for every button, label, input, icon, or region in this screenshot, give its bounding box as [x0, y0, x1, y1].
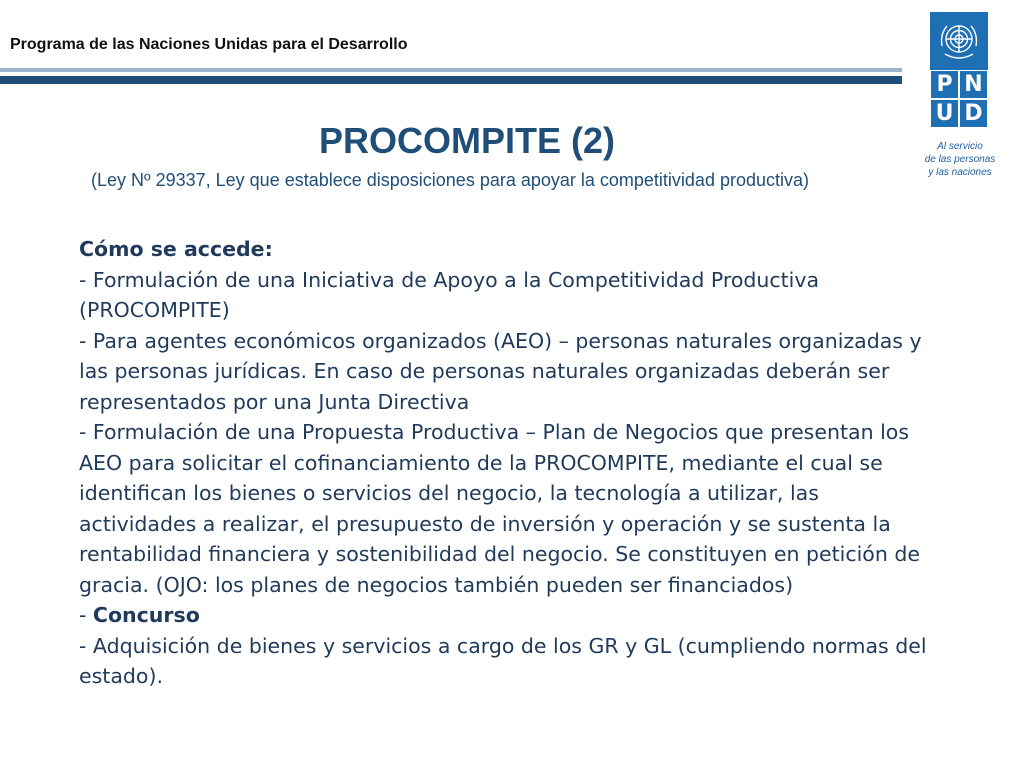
slide-subtitle: (Ley Nº 29337, Ley que establece disposiciones para apoyar la competitividad productiva) — [91, 170, 809, 190]
logo-letter: U — [930, 99, 959, 128]
undp-letters — [930, 70, 988, 128]
bullet-item: - Formulación de una Iniciativa de Apoyo a la Competitividad Productiva (PROCOMPITE) — [79, 267, 820, 322]
org-name-header: Programa de las Naciones Unidas para el Desarrollo — [10, 36, 408, 53]
logo-letter: D — [959, 99, 988, 128]
tagline-line: y las naciones — [928, 167, 992, 178]
tagline-line: Al servicio — [937, 141, 983, 152]
header-rule — [0, 68, 902, 84]
header-rule-light — [0, 68, 902, 72]
tagline-line: de las personas — [924, 154, 996, 165]
un-emblem-icon — [930, 12, 988, 70]
bullet-item: - Formulación de una Propuesta Productiva – Plan de Negocios que presentan los AEO para solicitar el cofinanciamiento de la PROCOMPITE, mediante el cual se identifican los bienes o servicios del negocio, la tecnología a utilizar, las actividades a realizar, el presupuesto de inversión y operación y se sustenta la rentabilidad financiera y sostenibilidad del negocio. Se constituyen en petición de gracia. (OJO: los planes de negocios también pueden ser financiados) — [79, 420, 920, 597]
undp-logo — [930, 12, 988, 128]
bullet-item: - Para agentes económicos organizados (AEO) – personas naturales organizadas y las personas jurídicas. En caso de personas naturales organizadas deberán ser representados por una Junta Directiva — [79, 328, 922, 414]
bullet-item-concurso — [79, 600, 935, 631]
header-rule-dark — [0, 76, 902, 84]
slide-body — [79, 234, 935, 692]
slide-title: PROCOMPITE (2) — [318, 120, 615, 161]
logo-letter: N — [959, 70, 988, 99]
logo-letter: P — [930, 70, 959, 99]
bullet-item: - Adquisición de bienes y servicios a cargo de los GR y GL (cumpliendo normas del estado). — [79, 633, 927, 688]
bullet-prefix: - — [79, 603, 93, 627]
section-heading: Cómo se accede: — [79, 237, 273, 261]
concurso-label: Concurso — [92, 603, 200, 627]
